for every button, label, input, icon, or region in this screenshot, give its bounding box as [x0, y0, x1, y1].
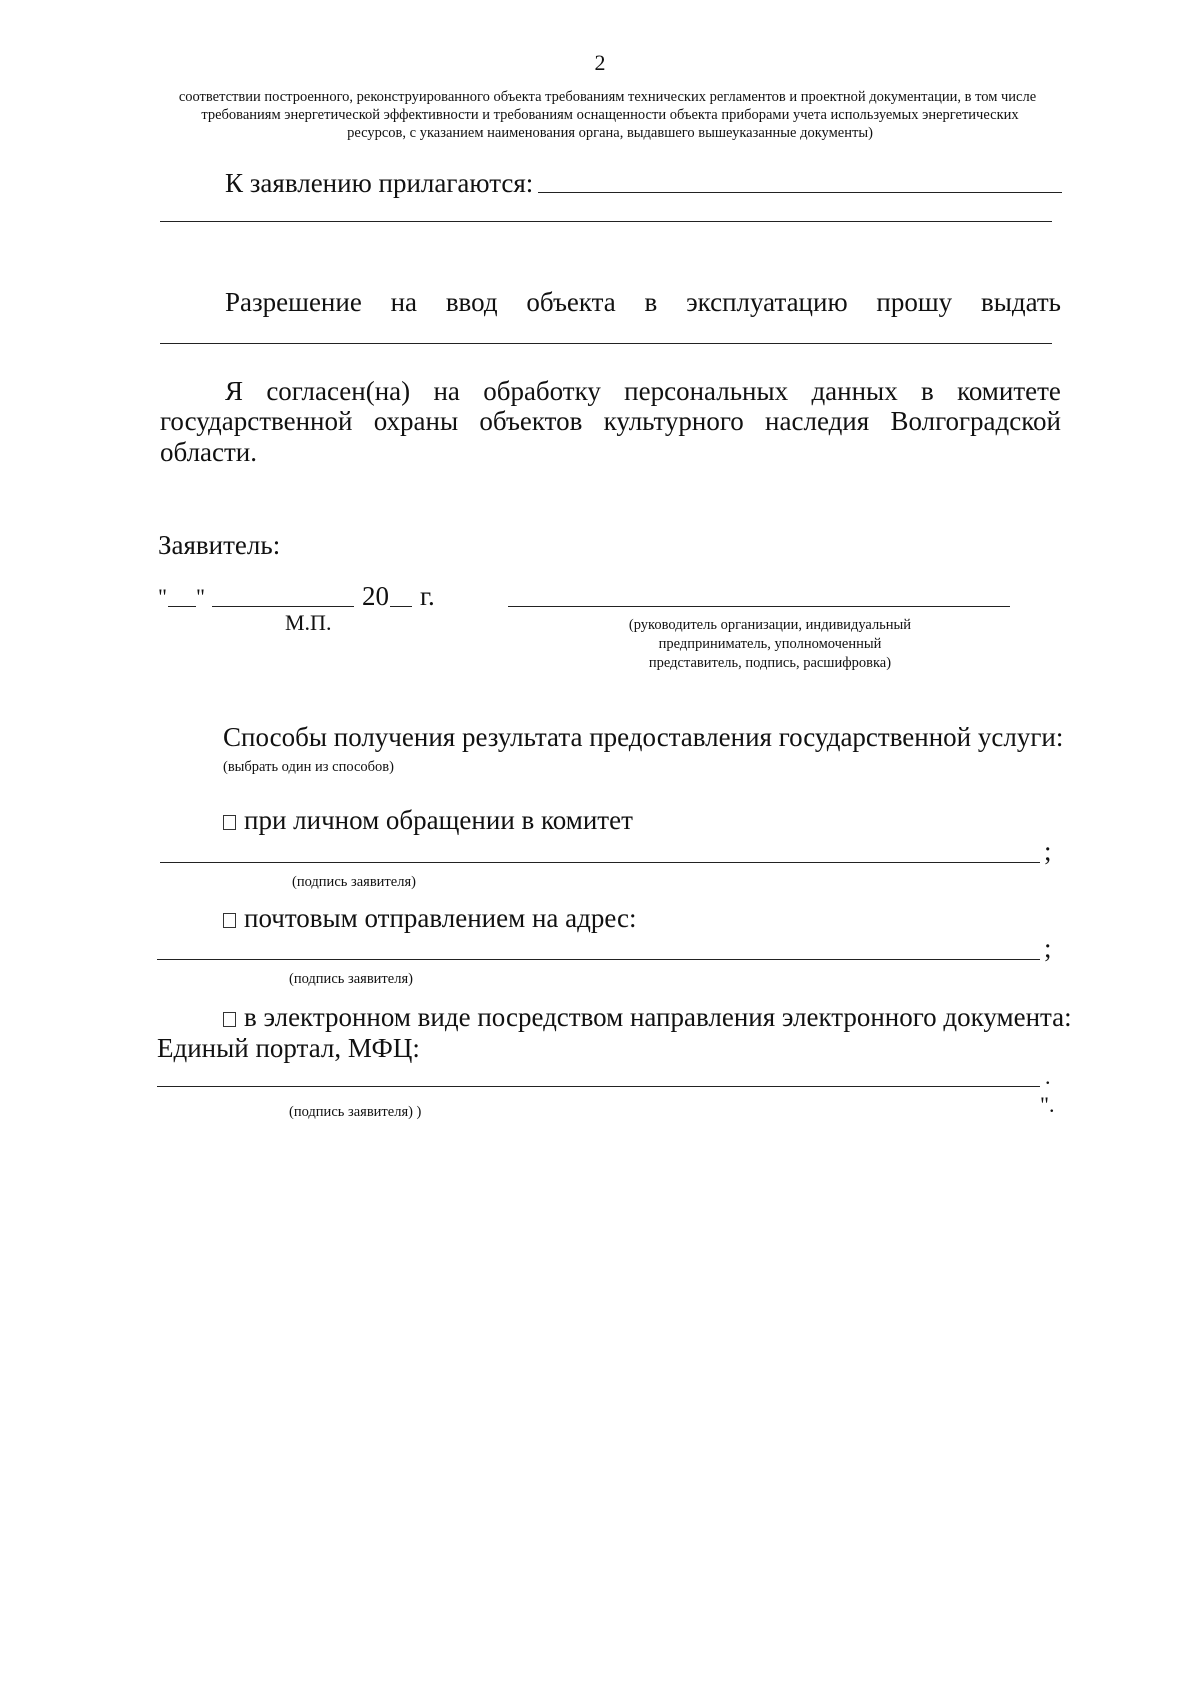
- issue-request-underline: [160, 343, 1052, 344]
- post-address-field[interactable]: [157, 931, 1040, 959]
- consent-word: охраны: [373, 406, 459, 436]
- post-caption: (подпись заявителя): [289, 971, 413, 987]
- date-day-underline: [168, 606, 196, 607]
- issue-word-6: эксплуатацию: [686, 287, 848, 317]
- page-number: 2: [594, 50, 606, 75]
- attachments-label: К заявлению прилагаются:: [225, 168, 534, 198]
- consent-line-1: [225, 375, 1061, 408]
- top-note-line-2: требованиям энергетической эффективности и требованиям оснащенности объекта приборами учета используемых энергетических: [201, 107, 1019, 123]
- electronic-signature-field[interactable]: [157, 1058, 1040, 1086]
- post-end-punct: ;: [1044, 933, 1052, 963]
- closing-quote-mark: ".: [1040, 1092, 1055, 1117]
- consent-word: Волгоградской: [890, 406, 1061, 436]
- in-person-checkbox[interactable]: [223, 815, 236, 830]
- electronic-label-line-2: Единый портал, МФЦ:: [157, 1033, 420, 1063]
- consent-line-3: области.: [160, 437, 258, 467]
- applicant-label: Заявитель:: [158, 530, 281, 560]
- consent-word: государственной: [160, 406, 353, 436]
- post-underline: [157, 959, 1040, 960]
- stamp-label: М.П.: [285, 610, 332, 635]
- issue-word-4: объекта: [526, 287, 616, 317]
- issue-word-8: выдать: [980, 287, 1061, 317]
- date-year-prefix: 20: [362, 581, 389, 611]
- consent-word: в: [921, 376, 934, 406]
- consent-word: Я: [225, 376, 244, 406]
- issue-word-3: ввод: [445, 287, 498, 317]
- delivery-option-electronic: [223, 1001, 1072, 1034]
- issue-word-5: в: [644, 287, 658, 317]
- date-year-field[interactable]: [390, 580, 412, 606]
- signature-field[interactable]: [508, 578, 1010, 606]
- top-note: [160, 88, 1060, 142]
- in-person-signature-field[interactable]: [160, 834, 1040, 862]
- electronic-underline: [157, 1086, 1040, 1087]
- date-month-underline: [212, 606, 354, 607]
- electronic-caption: (подпись заявителя) ): [289, 1104, 422, 1120]
- delivery-subheading: (выбрать один из способов): [223, 759, 394, 775]
- issue-word-7: прошу: [876, 287, 953, 317]
- electronic-label-wrap: [223, 1001, 1072, 1034]
- attachments-field[interactable]: [540, 166, 1060, 198]
- date-open-quote: ": [158, 584, 167, 609]
- consent-word: культурного: [603, 406, 744, 436]
- electronic-label: в электронном виде посредством направления электронного документа:: [244, 1002, 1072, 1032]
- top-note-line-3: ресурсов, с указанием наименования органа, выдавшего вышеуказанные документы): [347, 125, 873, 141]
- date-year-suffix: г.: [420, 581, 435, 611]
- consent-word: комитете: [957, 376, 1061, 406]
- consent-line-2: [160, 405, 1061, 438]
- in-person-label: при личном обращении в комитет: [244, 805, 633, 835]
- consent-word: персональных: [624, 376, 789, 406]
- consent-word: обработку: [483, 376, 601, 406]
- attachments-underline-2: [160, 221, 1052, 222]
- issue-request-field[interactable]: [160, 314, 1052, 344]
- in-person-end-punct: ;: [1044, 836, 1052, 866]
- delivery-option-in-person: [223, 804, 633, 837]
- signature-caption-line-1: (руководитель организации, индивидуальный: [628, 617, 912, 633]
- consent-word: на: [433, 376, 460, 406]
- signature-caption: [560, 616, 1000, 673]
- signature-caption-line-3: представитель, подпись, расшифровка): [648, 655, 892, 671]
- electronic-end-punct: .: [1045, 1064, 1051, 1089]
- in-person-underline: [160, 862, 1040, 863]
- consent-word: наследия: [765, 406, 870, 436]
- consent-word: объектов: [479, 406, 583, 436]
- attachments-underline-1: [538, 192, 1062, 193]
- electronic-checkbox[interactable]: [223, 1012, 236, 1027]
- issue-word-1: Разрешение: [225, 287, 362, 317]
- issue-word-2: на: [390, 287, 418, 317]
- consent-word: данных: [811, 376, 898, 406]
- date-day-field[interactable]: [168, 580, 196, 606]
- signature-underline: [508, 606, 1010, 607]
- top-note-line-1: соответствии построенного, реконструированного объекта требованиям технических регламентов и проектной документации, в том числе: [178, 89, 1037, 105]
- signature-caption-line-2: предприниматель, уполномоченный: [658, 636, 882, 652]
- in-person-caption: (подпись заявителя): [292, 874, 416, 890]
- post-checkbox[interactable]: [223, 913, 236, 928]
- date-close-quote: ": [196, 584, 205, 609]
- post-label: почтовым отправлением на адрес:: [244, 903, 637, 933]
- delivery-heading: Способы получения результата предоставления государственной услуги:: [223, 722, 1064, 752]
- date-month-field[interactable]: [212, 580, 354, 606]
- date-year-underline: [390, 606, 412, 607]
- consent-word: согласен(на): [266, 376, 411, 406]
